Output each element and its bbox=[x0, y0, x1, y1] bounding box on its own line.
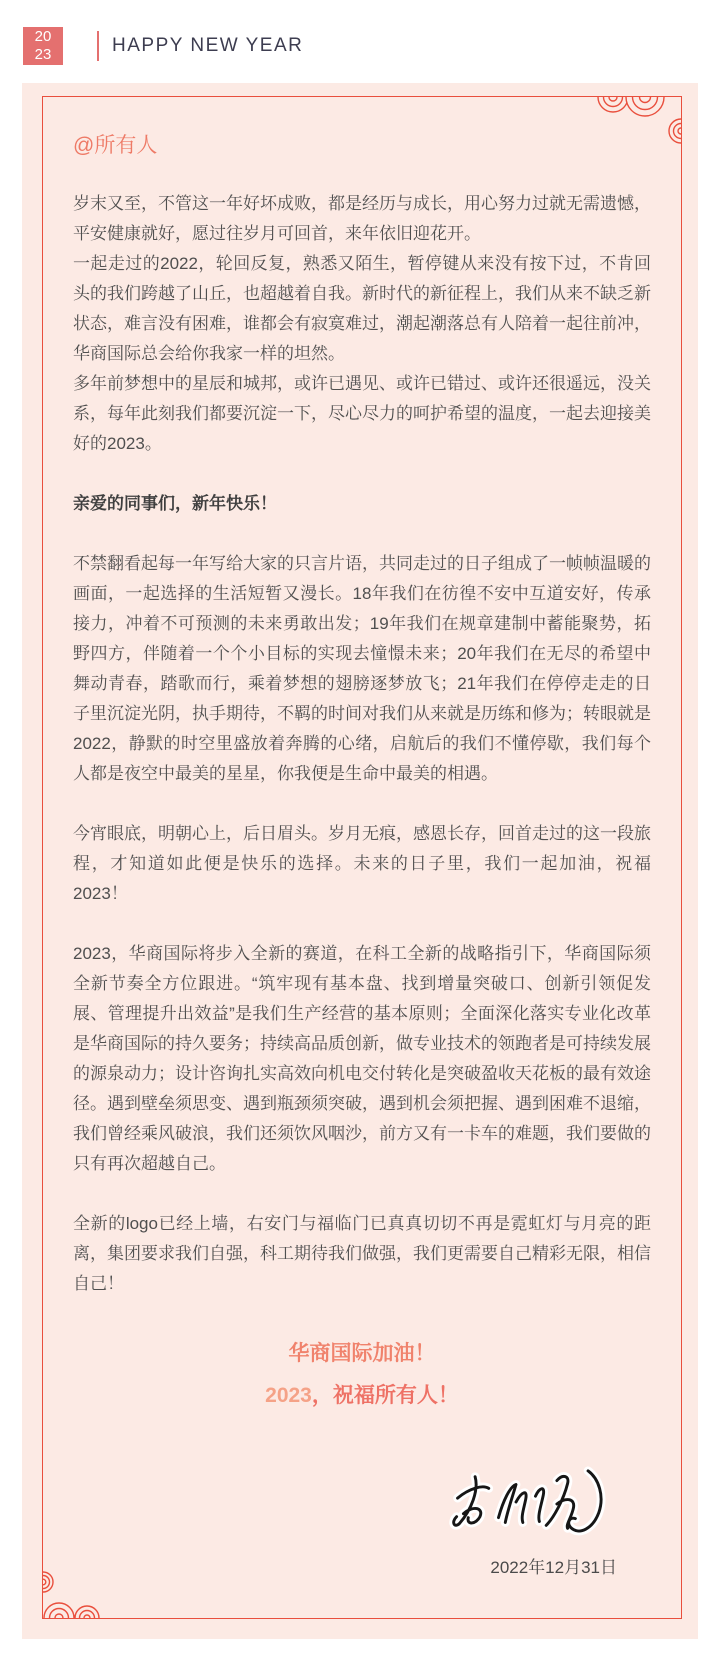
header-divider bbox=[97, 31, 99, 61]
letter-frame bbox=[42, 96, 682, 1619]
intro-paragraph: 岁末又至，不管这一年好坏成败，都是经历与成长，用心努力过就无需遗憾，平安健康就好，愿过往岁月可回首，来年依旧迎花开。 bbox=[73, 194, 651, 243]
greeting-heading: 亲爱的同事们，新年快乐！ bbox=[73, 494, 277, 513]
body-paragraph: 全新的logo已经上墙，右安门与福临门已真真切切不再是霓虹灯与月亮的距离，集团要求我们自强，科工期待我们做强，我们更需要自己精彩无限，相信自己！ bbox=[73, 1214, 651, 1293]
slogan-line-2-year: 2023 bbox=[265, 1384, 312, 1407]
handwritten-signature-image bbox=[442, 1459, 627, 1547]
signature-row bbox=[73, 1459, 651, 1547]
year-badge-line1: 20 bbox=[34, 28, 52, 45]
cloud-ornament-icon bbox=[569, 97, 681, 159]
year-badge-line2: 23 bbox=[34, 46, 52, 63]
body-paragraph: 2023，华商国际将步入全新的赛道，在科工全新的战略指引下，华商国际须全新节奏全方位跟进。“筑牢现有基本盘、找到增量突破口、创新引领促发展、管理提升出效益”是我们生产经营的基本原则；全面深化落实专业化改革是华商国际的持久要务；持续高品质创新，做专业技术的领跑者是可持续发展的源泉动力；设计咨询扎实高效向机电交付转化是突破盈收天花板的最有效途径。遇到壁垒须思变、遇到瓶颈须突破，遇到机会须把握、遇到困难不退缩，我们曾经乘风破浪，我们还须饮风咽沙，前方又有一卡车的难题，我们要做的只有再次超越自己。 bbox=[73, 944, 651, 1173]
body-paragraph: 今宵眼底，明朝心上，后日眉头。岁月无痕，感恩长存，回首走过的这一段旅程，才知道如此便是快乐的选择。未来的日子里，我们一起加油，祝福2023！ bbox=[73, 824, 651, 903]
intro-paragraph: 一起走过的2022，轮回反复，熟悉又陌生，暂停键从来没有按下过，不肯回头的我们跨越了山丘，也超越着自我。新时代的新征程上，我们从来不缺乏新状态，难言没有困难，谁都会有寂寞难过，潮起潮落总有人陪着一起往前冲，华商国际总会给你我家一样的坦然。 bbox=[73, 254, 651, 363]
slogan-line-2 bbox=[73, 1375, 651, 1417]
cloud-ornament-icon bbox=[43, 1556, 135, 1618]
year-badge bbox=[23, 27, 63, 65]
slogan-line-1: 华商国际加油！ bbox=[288, 1342, 436, 1365]
page-title: HAPPY NEW YEAR bbox=[112, 35, 304, 56]
slogan-block bbox=[73, 1333, 651, 1417]
intro-paragraph: 多年前梦想中的星辰和城邦，或许已遇见、或许已错过、或许还很遥远，没关系，每年此刻我们都要沉淀一下，尽心尽力的呵护希望的温度，一起去迎接美好的2023。 bbox=[73, 374, 651, 453]
mention-all: @所有人 bbox=[73, 134, 158, 157]
slogan-line-2-text: ，祝福所有人！ bbox=[311, 1384, 459, 1407]
body-paragraph: 不禁翻看起每一年写给大家的只言片语，共同走过的日子组成了一帧帧温暖的画面，一起选择的生活短暂又漫长。18年我们在彷徨不安中互道安好，传承接力，冲着不可预测的未来勇敢出发；19年我们在规章建制中蓄能聚势，拓野四方，伴随着一个个小目标的实现去憧憬未来；20年我们在无尽的希望中舞动青春，踏歌而行，乘着梦想的翅膀逐梦放飞；21年我们在停停走走的日子里沉淀光阴，执手期待，不羁的时间对我们从来就是历练和修为；转眼就是2022，静默的时空里盛放着奔腾的心绪，启航后的我们不懂停歇，我们每个人都是夜空中最美的星星，你我便是生命中最美的相遇。 bbox=[73, 554, 651, 783]
letter-date: 2022年12月31日 bbox=[490, 1558, 617, 1577]
page-header bbox=[0, 0, 720, 65]
